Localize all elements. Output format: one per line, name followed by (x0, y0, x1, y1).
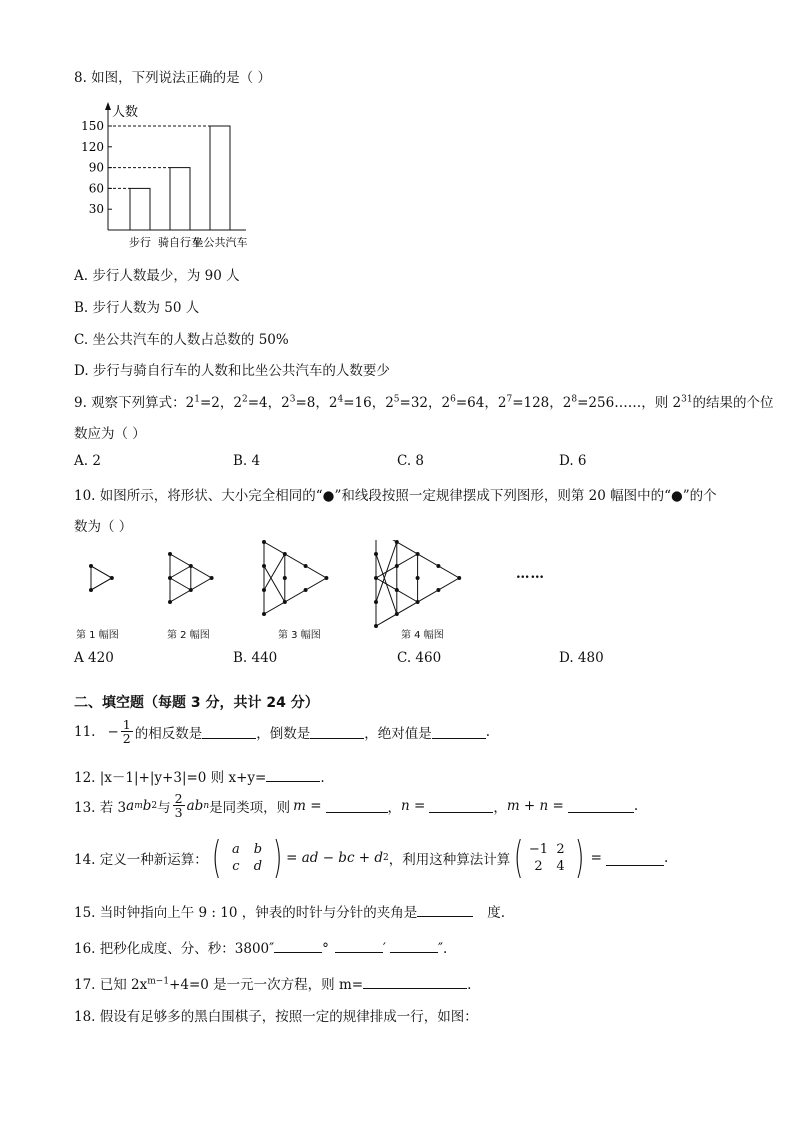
dot (89, 564, 93, 568)
pattern-figure-1 (89, 554, 114, 602)
q9-suffix: 的结果的个位 (692, 395, 774, 411)
q17-rest: +4=0 是一元一次方程，则 m= (169, 977, 364, 993)
q10-line2: 数为（ ） (74, 519, 133, 535)
dot (374, 576, 378, 580)
q11-end: . (485, 723, 491, 740)
dot (374, 552, 378, 556)
diag-down-1 (170, 578, 191, 590)
q9-ellipsis: ……，则 (614, 395, 673, 411)
q9-power-exp: 8 (571, 394, 578, 405)
q13 (74, 792, 638, 819)
bar-骑自行车 (170, 168, 190, 230)
y-tick-label-60: 60 (88, 181, 104, 196)
q9-power-base: 2 (281, 395, 290, 411)
q16-text: 16. 把秒化成度、分、秒：3800″ (74, 941, 275, 957)
q13-text: 是同类项，则 (209, 799, 291, 816)
q10-continuation-dots: …… (516, 566, 545, 582)
q16-blank-minutes[interactable] (335, 938, 383, 953)
q9-power-2 (233, 395, 281, 411)
q15 (74, 901, 505, 921)
q11-number: 11. (74, 723, 96, 740)
q13-with: 与 (157, 799, 171, 816)
q13-ab: ab (186, 797, 204, 814)
q14-m1-a: a (232, 842, 240, 857)
q11 (74, 718, 490, 745)
q13-mn-eq: m + n = (506, 797, 564, 814)
dot (168, 576, 172, 580)
y-tick-label-90: 90 (88, 160, 104, 175)
dot (395, 612, 399, 616)
q12-blank[interactable] (266, 767, 320, 782)
q9-power-exp: 2 (242, 394, 248, 405)
q8-stem: 8. 如图，下列说法正确的是（ ） (74, 70, 271, 86)
q14-matrix-def (208, 832, 286, 883)
q13-a: a (126, 797, 135, 814)
q12-text: 12. |x－1|+|y+3|=0 则 x+y= (74, 770, 267, 786)
q9-prefix: 9. 观察下列算式： (74, 395, 186, 411)
q17-exp: m−1 (147, 976, 170, 987)
dot (168, 552, 172, 556)
q17-text: 17. 已知 2x (74, 977, 148, 993)
q14-m2-a: −1 (528, 842, 549, 857)
q9-power-exp: 3 (289, 394, 296, 405)
spacer2-1 (376, 578, 397, 602)
q13-m-exp: m (134, 800, 143, 811)
q9-target-exp: 31 (681, 394, 693, 405)
y-tick-label-150: 150 (81, 119, 104, 133)
q9-option-d: D. 6 (559, 453, 587, 469)
q8-option-b: B. 步行人数为 50 人 (74, 300, 200, 316)
q14-mid: ，利用这种算法计算 (388, 852, 511, 868)
q8-option-a: A. 步行人数最少，为 90 人 (74, 268, 240, 284)
q14-m1-b: b (253, 842, 263, 857)
q18-text: 18. 假设有足够多的黑白围棋子，按照一定的规律排成一行，如图： (74, 1009, 478, 1025)
q11-text-absolute: ，绝对值是 (364, 725, 432, 742)
q15-text: 15. 当时钟指向上午 9 : 10 ，钟表的时针与分针的夹角是 (74, 905, 418, 921)
dot (416, 576, 420, 580)
q10-option-d: D. 480 (559, 650, 604, 666)
q9-power-base: 2 (441, 395, 451, 411)
q9-power-exp: 6 (450, 394, 456, 405)
pattern-figure-2 (168, 552, 214, 604)
q13-frac-den: 3 (174, 805, 183, 821)
q16 (74, 937, 447, 957)
q10-caption-4: 第 4 幅图 (401, 630, 444, 641)
q17-blank[interactable] (363, 974, 467, 989)
q9-power-4 (329, 395, 385, 411)
q14-right-paren-1: ) (272, 832, 283, 883)
q12-end: . (320, 770, 325, 786)
q12 (74, 766, 325, 786)
q11-frac-num: 1 (122, 717, 131, 732)
q9-option-b: B. 4 (233, 453, 261, 469)
outer-triangle (264, 542, 326, 614)
q9-power-value: =16， (343, 395, 386, 411)
dot (395, 540, 399, 544)
q13-frac-num: 2 (174, 791, 183, 806)
dot (304, 588, 308, 592)
q9-line2: 数应为（ ） (74, 426, 146, 442)
q8-option-c: C. 坐公共汽车的人数占总数的 50% (74, 332, 289, 348)
q13-blank-m[interactable] (326, 798, 388, 813)
dot (210, 576, 214, 580)
q9-power-base: 2 (328, 395, 338, 411)
q11-blank-opposite[interactable] (202, 724, 256, 739)
q11-blank-absolute[interactable] (432, 724, 486, 739)
hidden2-1 (91, 554, 112, 566)
x-label-骑自行车: 骑自行车 (158, 236, 202, 249)
dot (324, 576, 328, 580)
dot (436, 564, 440, 568)
q14-matrix-calc (510, 832, 588, 883)
q13-prefix: 13. 若 3 (74, 799, 127, 816)
dot (395, 588, 399, 592)
q8-option-d: D. 步行与骑自行车的人数和比坐公共汽车的人数要少 (74, 363, 390, 379)
q9-power-exp: 4 (337, 394, 344, 405)
dot (416, 552, 420, 556)
q14-m1-d: d (253, 859, 263, 874)
q9-power-exp: 7 (506, 394, 513, 405)
q9-power-5 (385, 395, 441, 411)
q9-power-value: =128， (512, 395, 563, 411)
dot (457, 576, 461, 580)
q14-m1-c: c (232, 859, 240, 874)
dot (262, 588, 266, 592)
hidden4-1 (376, 554, 397, 578)
diag-up-1 (170, 566, 191, 578)
q9-power-base: 2 (497, 395, 507, 411)
q17 (74, 973, 471, 993)
hidden-1 (376, 554, 397, 578)
diag-down-1 (91, 578, 112, 590)
diag-up-1 (91, 566, 112, 578)
q9-target-base: 2 (672, 395, 682, 411)
pattern-figure-3 (262, 540, 328, 616)
dot (189, 564, 193, 568)
q14-m2-b: 2 (556, 842, 565, 857)
q9-power-6 (442, 395, 498, 411)
dot (168, 600, 172, 604)
q14-end: . (663, 850, 669, 866)
q9-power-3 (281, 395, 329, 411)
q9-power-value: =32， (399, 395, 442, 411)
q10-line1: 10. 如图所示，将形状、大小完全相同的“●”和线段按照一定规律摆成下列图形，则第 20 幅图中的“●”的个 (74, 488, 717, 504)
q16-deg: ° (322, 941, 329, 957)
x-label-步行: 步行 (129, 236, 151, 249)
dot (283, 552, 287, 556)
q9-option-c: C. 8 (397, 453, 425, 469)
dot (436, 588, 440, 592)
q10-option-c: C. 460 (397, 650, 442, 666)
q14-right-paren-2: ) (575, 832, 585, 883)
q17-end: . (467, 977, 472, 993)
hidden5-1 (91, 590, 112, 602)
bar-步行 (130, 188, 150, 230)
q11-frac-den: 2 (122, 731, 131, 747)
section-title-fill-in: 二、填空题（每题 3 分，共计 24 分） (74, 695, 319, 711)
y-tick-label-120: 120 (81, 139, 104, 154)
q13-comma-2: ， (493, 799, 507, 816)
q9-power-exp: 5 (393, 394, 400, 405)
q14-square: 2 (383, 853, 389, 863)
q11-minus: − (107, 723, 119, 740)
q15-unit: 度. (487, 905, 506, 921)
q15-blank[interactable] (417, 902, 473, 917)
q13-blank-n[interactable] (429, 798, 493, 813)
dot (189, 588, 193, 592)
dot (262, 564, 266, 568)
q16-sec: ″ (438, 941, 444, 957)
dot (374, 624, 378, 628)
dot (110, 576, 114, 580)
q10-caption-1: 第 1 幅图 (76, 630, 119, 641)
q13-comma-1: ， (387, 799, 402, 816)
q10-caption-2: 第 2 幅图 (167, 630, 210, 641)
q11-text-opposite: 的相反数是 (134, 725, 203, 742)
q9-power-1 (186, 395, 234, 411)
q9-power-base: 2 (233, 395, 242, 411)
x-label-坐公共汽车: 坐公共汽车 (192, 236, 248, 249)
q9-power-7 (498, 395, 563, 411)
q13-end: . (633, 797, 639, 814)
q10-pattern-figures (74, 540, 554, 640)
q13-two-exp: 2 (151, 800, 158, 811)
q9-power-value: =4， (247, 395, 282, 411)
q13-b: b (142, 797, 152, 814)
q9-power-value: =256 (577, 395, 615, 411)
q9-power-value: =8， (295, 395, 329, 411)
dot (395, 564, 399, 568)
q9-power-list (186, 395, 615, 411)
q11-fraction (121, 718, 133, 745)
q9-power-8 (563, 395, 614, 411)
dot (89, 588, 93, 592)
q14-blank[interactable] (606, 851, 664, 866)
q10-option-a: A 420 (74, 650, 114, 666)
q13-fraction (173, 792, 185, 819)
dot (374, 600, 378, 604)
q14-rule: = ad − bc + d (286, 850, 384, 866)
q9-option-a: A. 2 (74, 453, 101, 469)
dot (262, 540, 266, 544)
q13-blank-m-plus-n[interactable] (568, 798, 634, 813)
q16-min: ′ (382, 941, 386, 957)
q16-blank-seconds[interactable] (390, 938, 438, 953)
q10-option-b: B. 440 (233, 650, 278, 666)
q14-eq: = (590, 850, 602, 866)
q9-power-exp: 1 (194, 394, 200, 405)
q9-power-base: 2 (185, 395, 195, 411)
q11-blank-reciprocal[interactable] (310, 724, 364, 739)
y-axis-arrow (105, 102, 111, 110)
dot (283, 600, 287, 604)
q16-blank-degrees[interactable] (274, 938, 322, 953)
q9-power-value: =64， (455, 395, 498, 411)
y-tick-label-30: 30 (88, 202, 104, 217)
q14-left-paren-2: ( (514, 832, 524, 883)
hidden7-1 (376, 578, 397, 602)
q9-power-value: =2， (200, 395, 234, 411)
q14 (74, 832, 669, 883)
bar-坐公共汽车 (210, 126, 230, 230)
q13-n-exp: n (203, 800, 210, 811)
outer-triangle (91, 566, 112, 590)
dot (416, 600, 420, 604)
q14-m2-d: 4 (556, 859, 565, 874)
y-axis-label: 人数 (112, 105, 139, 120)
dot (283, 576, 287, 580)
q14-prefix: 14. 定义一种新运算： (74, 852, 208, 868)
dot (262, 612, 266, 616)
q16-end: . (443, 941, 448, 957)
pattern-figure-4 (374, 540, 461, 628)
q14-left-paren-1: ( (211, 832, 222, 883)
q9-power-base: 2 (385, 395, 394, 411)
q14-m2-c: 2 (534, 859, 543, 874)
q10-caption-3: 第 3 幅图 (278, 630, 321, 641)
q13-m-eq: m = (293, 797, 322, 814)
q8-bar-chart (74, 96, 284, 252)
q11-text-reciprocal: ，倒数是 (256, 725, 311, 742)
q13-n-eq: n = (401, 797, 426, 814)
q9-line1 (74, 391, 774, 411)
dot (304, 564, 308, 568)
q9-power-base: 2 (562, 395, 572, 411)
